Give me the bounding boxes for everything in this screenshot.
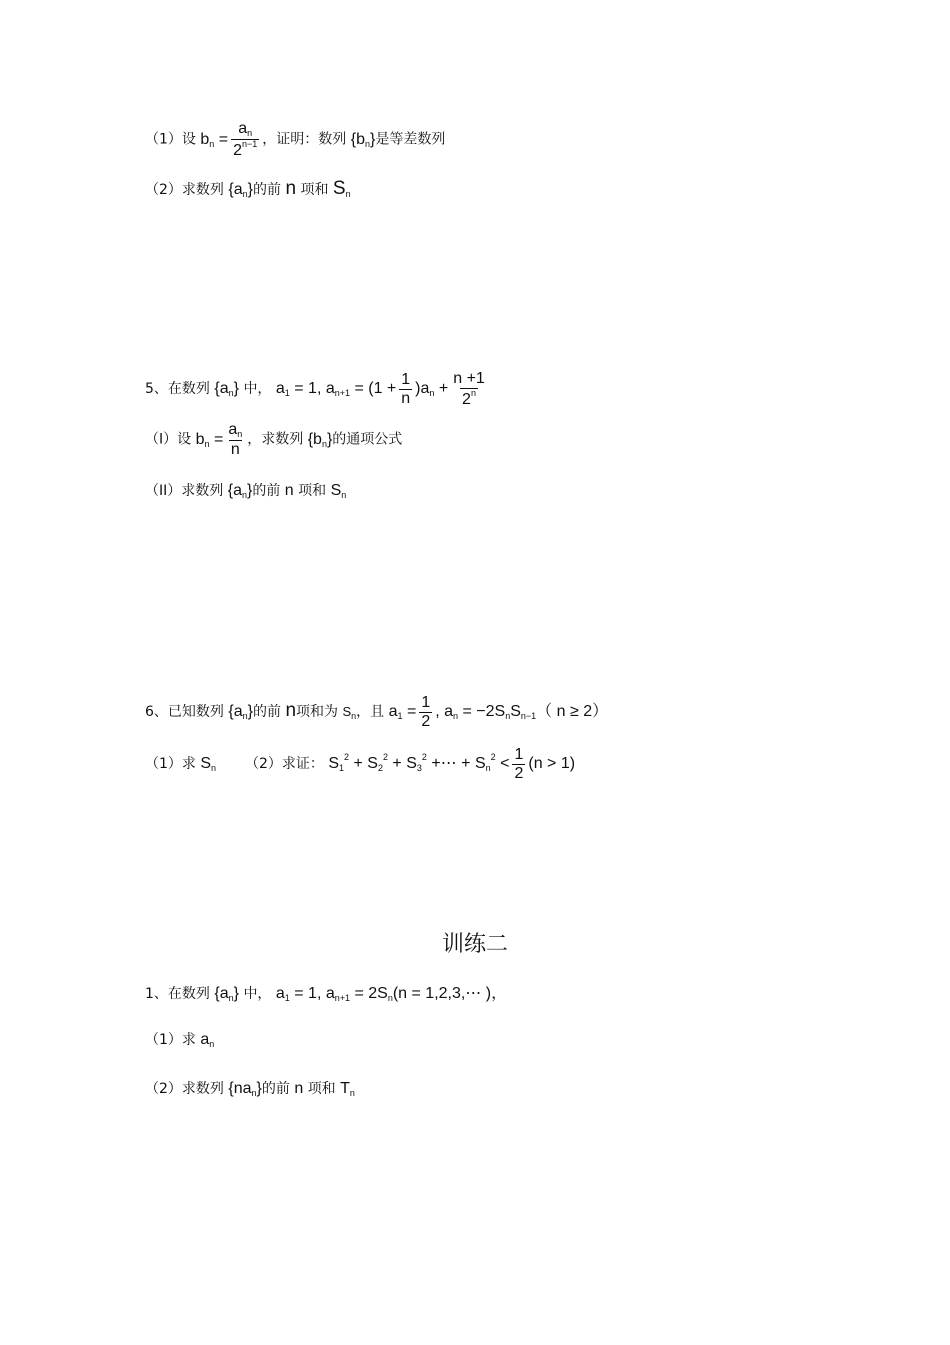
p6-number: 6、已知数列	[145, 704, 224, 721]
p4-q2	[145, 178, 351, 200]
p6-statement: 6、已知数列 $\{a_n\}$的前 n项和为 $S_n$，且 $a_1$ = $\frac{1}{2}$ , $a_n = -2S_nS_{n-1}$（ n ≥ 2）	[145, 694, 609, 730]
p4-sn: $S_n$	[332, 178, 351, 199]
section-title: 训练二	[441, 932, 508, 957]
p4-q1-mid: ，证明：数列	[262, 131, 347, 148]
t1-middle: 中，	[243, 986, 272, 1002]
p5-formula: $a_1 = 1$, $a_{n+1} = (1$ +	[275, 380, 397, 399]
p6-inequality: $S_1^2 + S_2^2 + S_3^2$ +⋯ + $S_n^2$ <	[328, 752, 510, 774]
p4-q1	[145, 120, 445, 159]
p6-q2-label: （2）求证：	[244, 756, 324, 773]
p5-number: 5、在数列	[145, 381, 210, 398]
p4-q1-label: （1）设	[145, 131, 196, 148]
p5-q1-label: （I）设	[145, 431, 192, 448]
p4-seq-bn: $\{b_n\}$	[350, 130, 376, 149]
p4-n: n	[285, 178, 297, 199]
t1-q2-mid: 的前	[261, 1081, 290, 1097]
p4-formula-bn: $b_n$ =	[200, 130, 229, 149]
p6-mid1: 的前	[252, 704, 281, 721]
t1-q2: （2）求数列 $\{na_n\}$的前 n 项和 $T_n$	[145, 1080, 355, 1098]
p4-q2-mid: 的前	[252, 182, 281, 198]
p5-q2-label: （II）求数列	[145, 483, 224, 499]
p5-frac-an-n: $\frac{a_n}{n}$	[228, 421, 243, 458]
p6-mid3: ，且	[356, 704, 385, 721]
p5-q2-end: 项和	[298, 483, 327, 499]
p4-q1-end: 是等差数列	[375, 131, 446, 148]
t1-statement: 1、在数列 $\{a_n\}$ 中， $a_1 = 1$, $a_{n+1} = 2S_n(n$ = 1,2,3,⋯ )，	[145, 985, 508, 1003]
t1-q1: （1）求 $a_n$	[145, 1031, 215, 1049]
t1-q2-end: 项和	[307, 1081, 336, 1097]
p4-fraction: $\frac{a_n}{2^{n-1}}$	[233, 120, 258, 159]
p5-q1-end: 的通项公式	[332, 431, 403, 448]
t1-q1-label: （1）求	[145, 1032, 196, 1048]
p4-q2-label: （2）求数列	[145, 182, 224, 198]
p5-q1-mid: ，求数列	[247, 431, 304, 448]
p4-q2-end: 项和	[300, 182, 329, 198]
p5-middle: 中，	[243, 381, 272, 398]
p6-frac-half: $\frac{1}{2}$	[421, 694, 431, 730]
p5-frac-1n: $\frac{1}{n}$	[401, 371, 411, 407]
p5-seq-an: $\{a_n\}$	[214, 380, 239, 399]
p6-mid2: 项和为	[296, 704, 339, 721]
p5-statement: 5、在数列 $\{a_n\}$ 中， $a_1 = 1$, $a_{n+1} = (1$ + $\frac{1}{n}$ )$a_n$ + $\frac{n +1}{2^n}$	[145, 370, 485, 408]
t1-number: 1、在数列	[145, 986, 210, 1002]
p5-q2-mid: 的前	[252, 483, 281, 499]
p6-q1-label: （1）求	[145, 756, 196, 773]
p5-frac-n1: $\frac{n +1}{2^n}$	[453, 370, 485, 408]
p4-seq-an: $\{a_n\}$	[228, 181, 253, 199]
t1-formula: $a_1 = 1$, $a_{n+1} = 2S_n(n$ = 1,2,3,⋯ )，	[275, 985, 508, 1003]
p5-q2: （II）求数列 $\{a_n\}$的前 n 项和 $S_n$	[145, 482, 347, 500]
p5-q1: （I）设 $b_n$ = $\frac{a_n}{n}$ ，求数列 $\{b_n\}$的通项公式	[145, 421, 403, 458]
t1-q2-label: （2）求数列	[145, 1081, 224, 1097]
p6-questions: （1）求 $S_n$ （2）求证： $S_1^2 + S_2^2 + S_3^2$ +⋯ + $S_n^2$ < $\frac{1}{2}$ (n > 1)	[145, 746, 576, 782]
